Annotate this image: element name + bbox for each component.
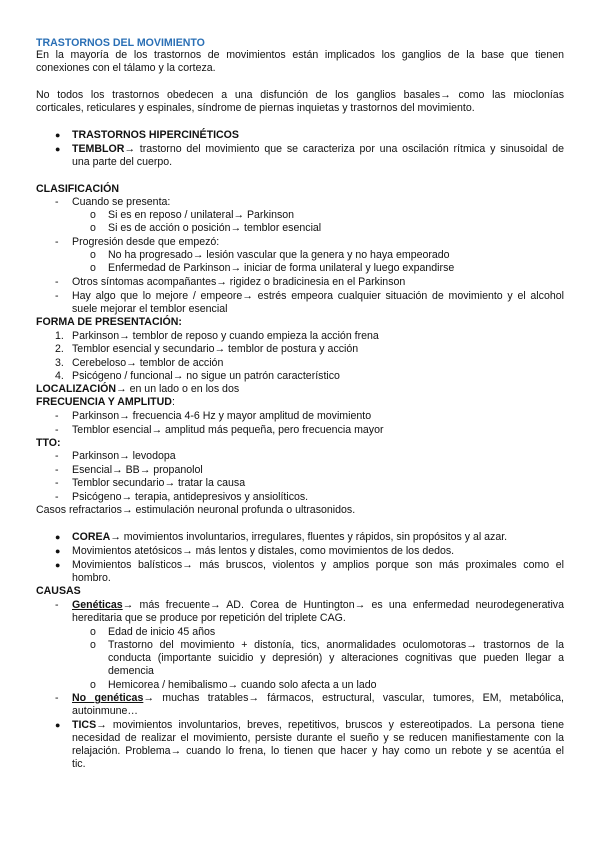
list-item: Movimientos atetósicos→ más lentos y distales, como movimientos de los dedos. [72,545,455,557]
frecuencia-colon: : [171,396,175,408]
circle-marker: o [90,222,96,234]
heading-tto: TTO: [36,437,61,449]
tics-line [72,719,564,732]
page-title: TRASTORNOS DEL MOVIMIENTO [36,37,205,49]
dash-marker: - [55,491,59,503]
bullet-marker: ● [55,144,61,154]
tics-label: TICS [72,719,97,731]
circle-marker: o [90,262,96,274]
circle-marker: o [90,679,96,691]
number-marker: 4. [55,370,64,382]
intro-line: No todos los trastornos obedecen a una disfunción de los ganglios basales→ como las mioclonías [36,89,564,101]
heading-causas: CAUSAS [36,585,81,597]
corea-text: → movimientos involuntarios, irregulares, fluentes y rápidos, sin propósitos y al azar. [110,531,508,543]
list-item: Temblor secundario→ tratar la causa [72,477,246,489]
no-geneticas-line: autoinmune… [72,705,138,717]
dash-marker: - [55,290,59,302]
no-geneticas-text: → muchas tratables→ fármacos, estructural, vascular, tumores, EM, metabólica, [143,692,564,704]
list-item: Movimientos balísticos→ más bruscos, violentos y amplios porque son más proximales como el [72,559,564,571]
dash-marker: - [55,450,59,462]
bullet-marker: ● [55,130,61,140]
circle-marker: o [90,626,96,638]
geneticas-text: → más frecuente→ AD. Corea de Huntington→ es una enfermedad neurodegenerativa [122,599,564,611]
heading-localizacion: LOCALIZACIÓN [36,383,117,395]
list-item: Si es en reposo / unilateral→ Parkinson [108,209,295,221]
tics-line: tic. [72,758,86,770]
circle-marker: o [90,209,96,221]
list-item: Psicógeno→ terapia, antidepresivos y ansiolíticos. [72,491,309,503]
no-geneticas-label: No genéticas [72,692,144,704]
temblor-text: → trastorno del movimiento que se caracteriza por una oscilación rítmica y sinusoidal de [124,143,564,155]
list-item: Cerebeloso→ temblor de acción [72,357,224,369]
temblor-line [72,143,564,156]
list-item: No ha progresado→ lesión vascular que la genera y no haya empeorado [108,249,450,261]
list-item: Parkinson→ temblor de reposo y cuando empieza la acción frena [72,330,379,342]
dash-marker: - [55,236,59,248]
dash-marker: - [55,276,59,288]
tics-line: relajación. Problema→ cuando lo frena, lo tienen que hacer y hay como un rebote y se acentúa el [72,745,564,757]
list-item: Trastorno del movimiento + distonía, tics, anormalidades oculomotoras→ trastornos de la [108,639,564,651]
list-item: Hemicorea / hemibalismo→ cuando solo afecta a un lado [108,679,377,691]
frecuencia-line [36,396,175,409]
bullet-marker: ● [55,532,61,542]
list-item: Enfermedad de Parkinson→ iniciar de forma unilateral y luego expandirse [108,262,455,274]
dash-marker: - [55,477,59,489]
temblor-label: TEMBLOR [72,143,125,155]
dash-marker: - [55,692,59,704]
list-item: Parkinson→ levodopa [72,450,176,462]
list-item: Temblor esencial→ amplitud más pequeña, pero frecuencia mayor [72,424,384,436]
no-geneticas-line [72,692,564,705]
bullet-marker: ● [55,720,61,730]
list-item: Otros síntomas acompañantes→ rigidez o bradicinesia en el Parkinson [72,276,406,288]
intro-line: conexiones con el tálamo y la corteza. [36,62,216,74]
list-item: Parkinson→ frecuencia 4-6 Hz y mayor amplitud de movimiento [72,410,372,422]
list-item: hombro. [72,572,111,584]
number-marker: 2. [55,343,64,355]
heading-clasificacion: CLASIFICACIÓN [36,183,119,195]
bullet-marker: ● [55,560,61,570]
list-item: Psicógeno / funcional→ no sigue un patrón característico [72,370,340,382]
dash-marker: - [55,464,59,476]
list-item: Cuando se presenta: [72,196,171,208]
geneticas-label: Genéticas [72,599,123,611]
geneticas-line [72,599,564,612]
geneticas-line: hereditaria que se produce por repetición del triplete CAG. [72,612,346,624]
circle-marker: o [90,249,96,261]
list-item: demencia [108,665,154,677]
list-item: conducta (importante suicidio y depresión) y alteraciones cognitivas que pueden llegar a [108,652,564,664]
localizacion-text: → en un lado o en los dos [116,383,240,395]
intro-line: corticales, reticulares y espinales, síndrome de piernas inquietas y trastornos del movimiento. [36,102,475,114]
dash-marker: - [55,410,59,422]
number-marker: 1. [55,330,64,342]
circle-marker: o [90,639,96,651]
dash-marker: - [55,424,59,436]
corea-label: COREA [72,531,111,543]
heading-frecuencia: FRECUENCIA Y AMPLITUD [36,396,172,408]
corea-line [72,531,507,544]
list-item: Edad de inicio 45 años [108,626,216,638]
list-item: Esencial→ BB→ propanolol [72,464,203,476]
heading-hipercineticos: TRASTORNOS HIPERCINÉTICOS [72,129,239,141]
tics-text: → movimientos involuntarios, breves, repetitivos, bruscos y estereotipados. La persona tiene [96,719,564,731]
intro-line: En la mayoría de los trastornos de movimientos están implicados los ganglios de la base que tienen [36,49,564,61]
list-item: Hay algo que lo mejore / empeore→ estrés empeora cualquier situación de movimiento y el alcohol [72,290,564,302]
list-item: suele mejorar el temblor esencial [72,303,228,315]
dash-marker: - [55,196,59,208]
localizacion-line [36,383,239,396]
heading-forma: FORMA DE PRESENTACIÓN: [36,316,182,328]
number-marker: 3. [55,357,64,369]
refractarios-line: Casos refractarios→ estimulación neuronal profunda o ultrasonidos. [36,504,356,516]
list-item: Si es de acción o posición→ temblor esencial [108,222,322,234]
tics-line: necesidad de realizar el movimiento, persiste durante el sueño y se reducen manifiestamente con la [72,732,564,744]
dash-marker: - [55,599,59,611]
temblor-line: una parte del cuerpo. [72,156,173,168]
bullet-marker: ● [55,546,61,556]
list-item: Temblor esencial y secundario→ temblor de postura y acción [72,343,359,355]
list-item: Progresión desde que empezó: [72,236,220,248]
